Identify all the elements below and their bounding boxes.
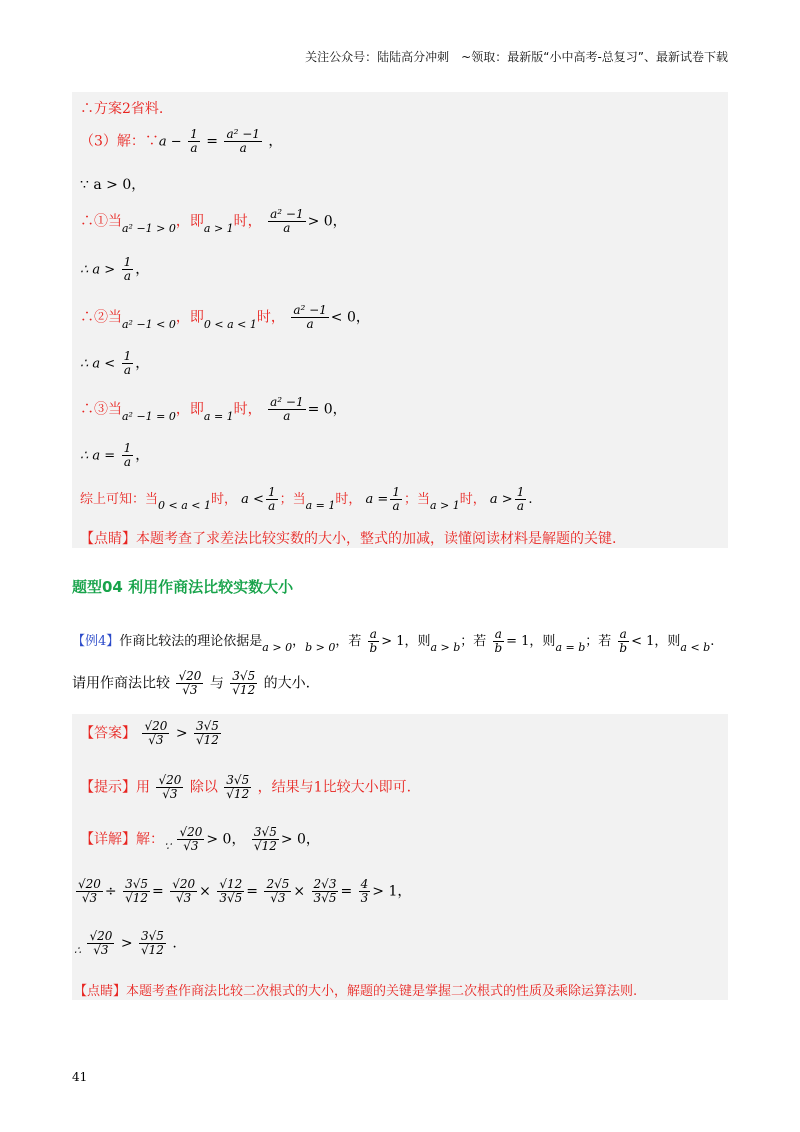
remark-line: 【点睛】本题考查作商法比较二次根式的大小，解题的关键是掌握二次根式的性质及乘除运算法则. <box>74 984 638 999</box>
line-8: ∴③当$_{a^2 -1 = 0}$，即$_{a = 1}$时， $\frac{\text{a² −1}}{a}$ = 0， <box>80 395 347 424</box>
line-9: ∴ a = $\frac{1}{a}$ ， <box>80 441 150 470</box>
line-4: ∴①当$_{a^2 -1 > 0}$，即$_{a > 1}$时， $\frac{\text{a² −1}}{a}$ > 0， <box>80 207 347 236</box>
calc-line: $\frac{√20}{√3}$ ÷ $\frac{3√5}{√12}$ = $\frac{√20}{√3}$ × $\frac{√12}{3√5}$ = $\frac{2√5}{√3}$ × $\frac{2√3}{3√5}$ = $\frac{4}{3}$ > 1， <box>78 877 412 906</box>
answer-line: 【答案】 $\frac{√20}{√3}$ > $\frac{3√5}{√12}$ <box>80 719 219 748</box>
example-line-1: 【例4】作商比较法的理论依据是$_{a > 0}$，$_{b > 0}$，若 $\frac{a}{b}$ > 1，则$_{a > b}$；若 $\frac{a}{b}$ = 1，则$_{a = b}$；若 $\frac{a}{b}$ < 1，则$_{a < b}$. <box>72 627 715 656</box>
line-3: ∵ a > 0， <box>80 177 146 193</box>
page-header: 关注公众号：陆陆高分冲刺 ~领取：最新版“小中高考-总复习”、最新试卷下载 <box>305 50 728 64</box>
conclusion-line: $_\therefore$ $\frac{√20}{√3}$ > $\frac{3√5}{√12}$ . <box>74 929 177 958</box>
solution-block-2 <box>72 714 728 1000</box>
line-6: ∴②当$_{a^2 -1 < 0}$，即$_{0 < a < 1}$时， $\frac{\text{a² −1}}{a}$ < 0， <box>80 303 370 332</box>
example-line-2: 请用作商法比较 $\frac{√20}{√3}$ 与 $\frac{3√5}{√12}$ 的大小. <box>72 669 311 698</box>
line-10: 综上可知：当$_{0 < a < 1}$时， a < $\frac{1}{a}$ ；当$_{a = 1}$时， a = $\frac{1}{a}$ ；当$_{a > 1}$时， a > $\frac{1}{a}$ . <box>80 485 533 514</box>
line-7: ∴ a < $\frac{1}{a}$ ， <box>80 349 150 378</box>
detail-line: 【详解】解：$_\because$ $\frac{√20}{√3}$ > 0， $\frac{3√5}{√12}$ > 0， <box>80 825 320 854</box>
line-5: ∴ a > $\frac{1}{a}$ ， <box>80 255 150 284</box>
solution-block-1 <box>72 92 728 548</box>
page-number: 41 <box>72 1070 88 1084</box>
line-11-remark: 【点睛】本题考查了求差法比较实数的大小，整式的加减，读懂阅读材料是解题的关键. <box>80 531 617 547</box>
line-2: （3）解：∵a − $\frac{1}{a}$ = $\frac{\text{a² −1}}{a}$ ， <box>80 127 283 156</box>
line-1: ∴方案2省料. <box>80 101 164 117</box>
section-heading: 题型04 利用作商法比较实数大小 <box>72 578 294 596</box>
hint-line: 【提示】用 $\frac{√20}{√3}$ 除以 $\frac{3√5}{√12}$ ，结果与1比较大小即可. <box>80 773 412 802</box>
